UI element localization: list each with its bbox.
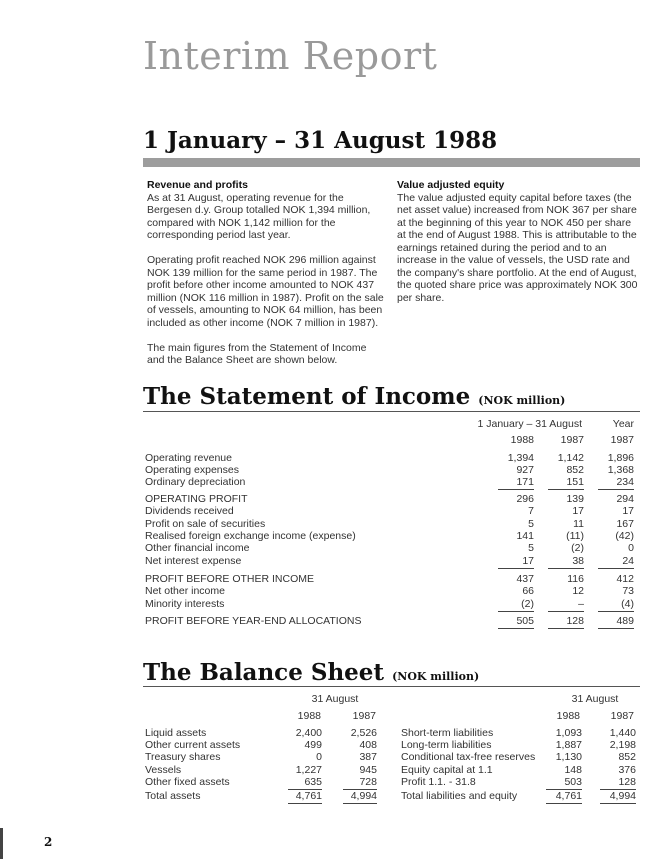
income-row-value: 505 <box>498 615 534 629</box>
income-row-value: 5 <box>528 542 534 554</box>
liability-row-label: Long-term liabilities <box>401 739 492 751</box>
income-row-value: 1,142 <box>557 452 584 464</box>
asset-value-1988: 2,400 <box>295 727 322 739</box>
liabilities-col-1988: 1988 <box>556 710 580 722</box>
income-row-value: 141 <box>516 530 534 542</box>
income-row-label: PROFIT BEFORE YEAR-END ALLOCATIONS <box>145 615 362 627</box>
income-row-label: OPERATING PROFIT <box>145 493 248 505</box>
income-row-label: Net interest expense <box>145 555 242 567</box>
liability-row-label: Profit 1.1. - 31.8 <box>401 776 476 788</box>
income-row-label: Minority interests <box>145 598 225 610</box>
income-row-value: 167 <box>616 518 634 530</box>
revenue-paragraph-1: As at 31 August, operating revenue for the Bergesen d.y. Group totalled NOK 1,394 million, compared with NOK 1,142 million for the corresponding period last year. <box>147 191 371 241</box>
income-row-value: 24 <box>598 555 634 569</box>
income-row-value: 171 <box>498 476 534 490</box>
income-row-value: (11) <box>566 530 584 542</box>
liabilities-date-header: 31 August <box>571 693 619 705</box>
income-row-value: 296 <box>516 493 534 505</box>
income-unit: (NOK million) <box>478 394 566 407</box>
revenue-paragraph-3: The main figures from the Statement of Income and the Balance Sheet are shown below. <box>147 341 367 366</box>
liability-value-1988: 4,761 <box>546 790 582 804</box>
income-row-label: Operating expenses <box>145 464 239 476</box>
liability-value-1987: 4,994 <box>600 790 636 804</box>
income-title-text: The Statement of Income <box>143 383 471 410</box>
asset-row-label: Vessels <box>145 764 182 776</box>
income-year-header: Year <box>612 418 634 430</box>
income-col-year-1987: 1987 <box>610 434 634 446</box>
asset-row-label: Total assets <box>145 790 201 802</box>
income-rule <box>143 411 640 412</box>
liability-value-1987: 852 <box>618 751 636 763</box>
income-col-1988: 1988 <box>510 434 534 446</box>
income-title <box>143 383 565 410</box>
heading-bar <box>143 158 640 167</box>
asset-row-label: Other fixed assets <box>145 776 230 788</box>
asset-value-1987: 387 <box>359 751 377 763</box>
liability-row-label: Conditional tax-free reserves <box>401 751 536 763</box>
income-row-label: Profit on sale of securities <box>145 518 266 530</box>
balance-rule <box>143 686 640 687</box>
income-row-value: 489 <box>598 615 634 629</box>
income-row-value: 116 <box>567 573 584 585</box>
asset-value-1988: 635 <box>288 776 322 790</box>
income-row-value: 11 <box>573 518 584 530</box>
income-row-value: 412 <box>616 573 634 585</box>
liability-value-1988: 148 <box>564 764 582 776</box>
income-row-value: (2) <box>571 542 584 554</box>
liability-value-1988: 1,093 <box>555 727 582 739</box>
income-row-value: 12 <box>572 585 584 597</box>
assets-col-1987: 1987 <box>352 710 376 722</box>
income-row-value: 234 <box>598 476 634 490</box>
asset-value-1987: 945 <box>359 764 377 776</box>
income-row-label: Net other income <box>145 585 225 597</box>
revenue-paragraph-2: Operating profit reached NOK 296 million against NOK 139 million for the same period in 1987. The profit before other income amounted to NOK 437 million (NOK 116 million in 1987). Profit on the sale of vessels, amounting to NOK 64 million, has been included as other income (NOK 7 million in 1987). <box>147 254 384 329</box>
report-title: Interim Report <box>143 34 438 78</box>
income-row-value: 927 <box>516 464 534 476</box>
income-row-label: Other financial income <box>145 542 250 554</box>
income-row-value: 38 <box>548 555 584 569</box>
liability-row-label: Short-term liabilities <box>401 727 494 739</box>
asset-value-1987: 2,526 <box>350 727 377 739</box>
equity-paragraph: The value adjusted equity capital before taxes (the net asset value) increased from NOK 367 per share at the beginning of this year to NOK 450 per share at the end of August 1988. This is attributable to the earnings retained during the period and to an increase in the value of vessels, the USD rate and the company's share portfolio. At the end of August, the quoted share price was approximately NOK 300 per share. <box>397 191 638 304</box>
liability-row-label: Total liabilities and equity <box>401 790 518 802</box>
assets-date-header: 31 August <box>311 693 359 705</box>
asset-value-1987: 4,994 <box>343 790 377 804</box>
income-row-value: 7 <box>528 505 534 517</box>
liability-value-1987: 128 <box>600 776 636 790</box>
balance-title <box>143 659 479 686</box>
liabilities-col-1987: 1987 <box>610 710 634 722</box>
income-row-value: 1,896 <box>607 452 634 464</box>
liability-value-1988: 1,130 <box>555 751 582 763</box>
equity-section <box>397 179 640 317</box>
asset-row-label: Other current assets <box>145 739 241 751</box>
income-row-label: Dividends received <box>145 505 234 517</box>
income-row-value: 139 <box>566 493 584 505</box>
liability-value-1987: 1,440 <box>609 727 636 739</box>
income-row-value: 1,394 <box>507 452 534 464</box>
income-row-value: 73 <box>622 585 634 597</box>
assets-col-1988: 1988 <box>297 710 321 722</box>
income-row-value: 437 <box>516 573 534 585</box>
income-row-value: 17 <box>572 505 584 517</box>
asset-row-label: Liquid assets <box>145 727 207 739</box>
liability-value-1987: 376 <box>618 764 636 776</box>
income-row-value: 17 <box>498 555 534 569</box>
income-row-value: (4) <box>598 598 634 612</box>
income-row-value: – <box>548 598 584 612</box>
income-row-value: (42) <box>615 530 634 542</box>
period-heading: 1 January – 31 August 1988 <box>143 127 498 154</box>
page-number: 2 <box>44 835 53 849</box>
income-row-label: Ordinary depreciation <box>145 476 246 488</box>
liability-value-1987: 2,198 <box>609 739 636 751</box>
equity-heading: Value adjusted equity <box>397 179 505 191</box>
margin-mark <box>0 828 3 859</box>
income-row-label: Realised foreign exchange income (expense) <box>145 530 356 542</box>
balance-title-text: The Balance Sheet <box>143 659 385 686</box>
asset-row-label: Treasury shares <box>145 751 221 763</box>
income-row-value: 852 <box>566 464 584 476</box>
income-col-1987: 1987 <box>560 434 584 446</box>
income-row-value: 0 <box>628 542 634 554</box>
asset-value-1988: 4,761 <box>288 790 322 804</box>
income-row-value: 66 <box>522 585 534 597</box>
income-row-label: PROFIT BEFORE OTHER INCOME <box>145 573 314 585</box>
income-row-value: 1,368 <box>607 464 634 476</box>
income-row-value: 17 <box>622 505 634 517</box>
asset-value-1988: 499 <box>304 739 322 751</box>
asset-value-1987: 408 <box>359 739 377 751</box>
income-row-value: (2) <box>498 598 534 612</box>
liability-value-1988: 503 <box>546 776 582 790</box>
income-row-value: 151 <box>548 476 584 490</box>
income-period-header: 1 January – 31 August <box>477 418 582 430</box>
liability-row-label: Equity capital at 1.1 <box>401 764 493 776</box>
income-row-value: 128 <box>548 615 584 629</box>
income-row-value: 5 <box>528 518 534 530</box>
balance-unit: (NOK million) <box>392 670 480 683</box>
asset-value-1988: 0 <box>316 751 322 763</box>
income-row-value: 294 <box>616 493 634 505</box>
revenue-heading: Revenue and profits <box>147 179 248 191</box>
revenue-section <box>147 179 384 379</box>
asset-value-1988: 1,227 <box>295 764 322 776</box>
income-row-label: Operating revenue <box>145 452 232 464</box>
liability-value-1988: 1,887 <box>555 739 582 751</box>
asset-value-1987: 728 <box>343 776 377 790</box>
